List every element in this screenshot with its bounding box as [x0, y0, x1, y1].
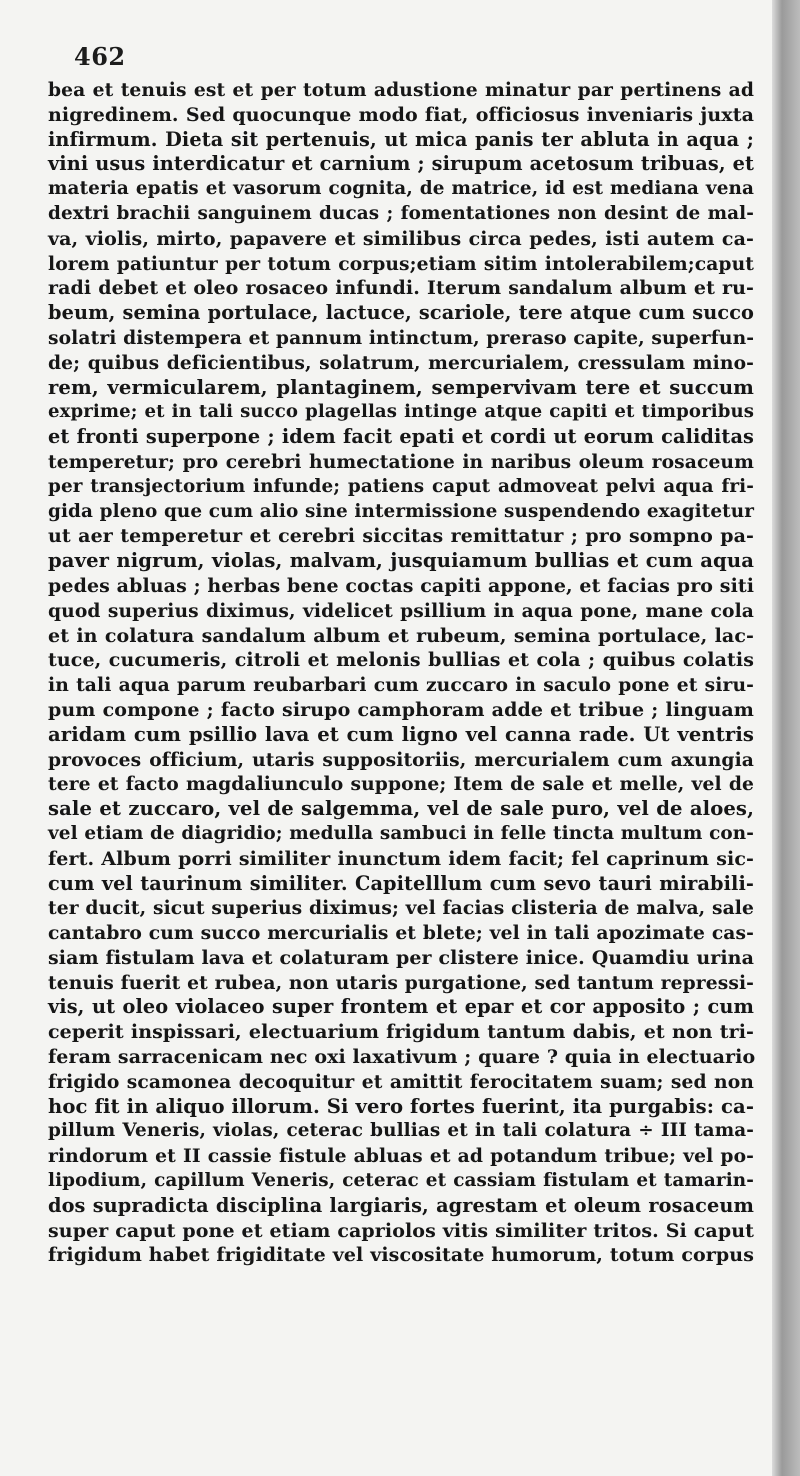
text-line: exprime; et in tali succo plagellas intinge atque capiti et timporibus	[48, 401, 754, 423]
text-line: quod superius diximus, videlicet psillium in aqua pone, mane cola	[48, 599, 754, 622]
text-line: pedes abluas ; herbas bene coctas capiti appone, et facias pro siti	[48, 574, 755, 597]
text-line: siam fistulam lava et colaturam per clistere inice. Quamdiu urina	[48, 946, 754, 969]
text-line: materia epatis et vasorum cognita, de matrice, id est mediana vena	[48, 178, 754, 200]
text-line: cum vel taurinum similiter. Capitelllum cum sevo tauri mirabili-	[48, 871, 754, 895]
text-line: frigido scamonea decoquitur et amittit ferocitatem suam; sed non	[48, 1070, 754, 1093]
text-line: aridam cum psillio lava et cum ligno vel canna rade. Ut ventris	[48, 722, 754, 746]
text-line: ter ducit, sicut superius diximus; vel facias clisteria de malva, sale	[48, 897, 754, 920]
text-line: pum compone ; facto sirupo camphoram adde et tribue ; linguam	[48, 698, 754, 721]
text-line: infirmum. Dieta sit pertenuis, ut mica panis ter abluta in aqua ;	[48, 127, 754, 151]
text-line: tere et facto magdaliunculo suppone; Item de sale et melle, vel de	[48, 773, 754, 796]
text-line: va, violis, mirto, papavere et similibus circa pedes, isti autem ca-	[48, 227, 754, 250]
text-line: dos supradicta disciplina largiaris, agrestam et oleum rosaceum	[48, 1193, 754, 1217]
text-line: lorem patiuntur per totum corpus;etiam sitim intolerabilem;caput	[48, 252, 754, 275]
text-line: frigidum habet frigiditate vel viscositate humorum, totum corpus	[48, 1244, 754, 1267]
text-line: beum, semina portulace, lactuce, scariole, tere atque cum succo	[48, 301, 754, 325]
text-line: per transjectorium infunde; patiens caput admoveat pelvi aqua fri-	[48, 475, 754, 497]
text-line: super caput pone et etiam capriolos vitis similiter tritos. Si caput	[48, 1219, 754, 1242]
text-line: vini usus interdicatur et carnium ; sirupum acetosum tribuas, et	[48, 152, 754, 176]
text-line: pillum Veneris, violas, ceterac bullias et in tali colatura ÷ III tama-	[48, 1120, 754, 1142]
page-number: 462	[74, 42, 126, 71]
text-line: ut aer temperetur et cerebri siccitas remittatur ; pro sompno pa-	[48, 525, 754, 548]
text-line: feram sarracenicam nec oxi laxativum ; quare ? quia in electuario	[48, 1046, 756, 1069]
text-line: tenuis fuerit et rubea, non utaris purgatione, sed tantum repressi-	[48, 971, 754, 994]
text-line: dextri brachii sanguinem ducas ; fomentationes non desint de mal-	[48, 202, 754, 224]
text-line: et fronti superpone ; idem facit epati et cordi ut eorum caliditas	[48, 425, 754, 449]
text-line: solatri distempera et pannum intinctum, preraso capite, superfun-	[48, 326, 755, 349]
text-line: rindorum et II cassie fistule abluas et ad potandum tribue; vel po-	[48, 1145, 754, 1168]
text-line: in tali aqua parum reubarbari cum zuccaro in saculo pone et siru-	[48, 674, 754, 697]
text-line: ceperit inspissari, electuarium frigidum tantum dabis, et non tri-	[48, 1021, 754, 1044]
text-line: fert. Album porri similiter inunctum idem facit; fel caprinum sic-	[48, 847, 754, 870]
body-text	[48, 78, 754, 1268]
page-edge-shadow	[772, 0, 800, 1476]
text-line: provoces officium, utaris suppositoriis, mercurialem cum axungia	[48, 748, 754, 771]
text-line: de; quibus deficientibus, solatrum, mercurialem, cressulam mino-	[48, 351, 754, 374]
text-line: lipodium, capillum Veneris, ceterac et cassiam fistulam et tamarin-	[48, 1170, 754, 1192]
text-line: tuce, cucumeris, citroli et melonis bullias et cola ; quibus colatis	[48, 649, 754, 672]
text-line: cantabro cum succo mercurialis et blete; vel in tali apozimate cas-	[48, 922, 754, 945]
text-line: vis, ut oleo violaceo super frontem et epar et cor apposito ; cum	[48, 995, 754, 1019]
text-line: vel etiam de diagridio; medulla sambuci in felle tincta multum con-	[48, 822, 754, 844]
text-line: rem, vermicularem, plantaginem, sempervivam tere et succum	[48, 375, 754, 399]
text-line: paver nigrum, violas, malvam, jusquiamum bullias et cum aqua	[48, 549, 754, 573]
text-line: sale et zuccaro, vel de salgemma, vel de sale puro, vel de aloes,	[48, 797, 754, 821]
text-line: radi debet et oleo rosaceo infundi. Iterum sandalum album et ru-	[48, 277, 754, 300]
text-line: temperetur; pro cerebri humectatione in naribus oleum rosaceum	[48, 450, 754, 473]
text-line: gida pleno que cum alio sine intermissione suspendendo exagitetur	[48, 500, 754, 522]
text-line: bea et tenuis est et per totum adustione minatur par pertinens ad	[48, 79, 754, 101]
text-line: hoc fit in aliquo illorum. Si vero fortes fuerint, ita purgabis: ca-	[48, 1094, 755, 1118]
text-line: nigredinem. Sed quocunque modo fiat, officiosus inveniaris juxta	[48, 103, 754, 126]
text-line: et in colatura sandalum album et rubeum, semina portulace, lac-	[48, 624, 754, 647]
